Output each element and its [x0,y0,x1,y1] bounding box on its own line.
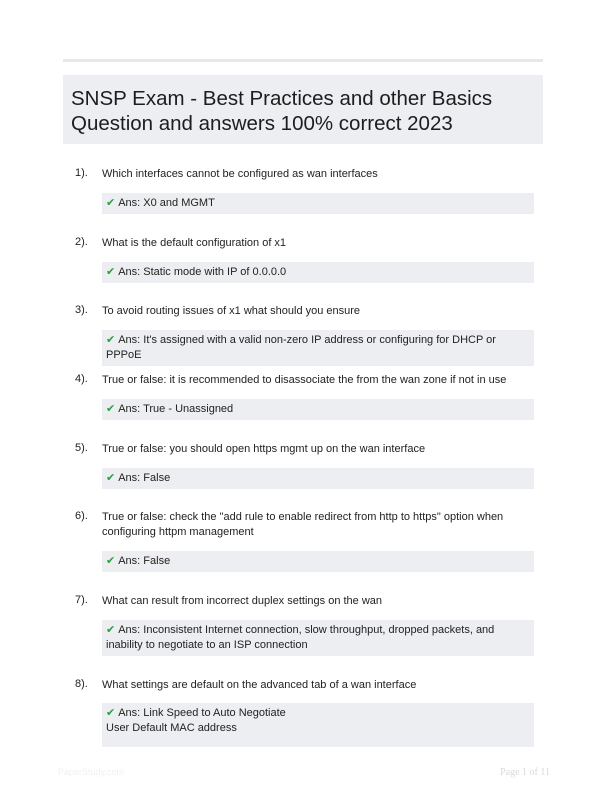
answer-box [102,262,534,283]
question-text: What can result from incorrect duplex settings on the wan [102,595,383,607]
answer-text: Ans: Link Speed to Auto Negotiate [118,707,286,719]
checkmark-icon: ✔ [106,707,116,719]
answer-text: Ans: X0 and MGMT [118,197,215,209]
question-number: 6). [75,510,88,522]
answer-box [102,330,534,366]
answer-box [102,468,534,489]
checkmark-icon: ✔ [106,472,116,484]
answer-text-line-2: User Default MAC address [106,722,237,734]
checkmark-icon: ✔ [106,403,116,415]
answer-text: Ans: Static mode with IP of 0.0.0.0 [118,266,287,278]
answer-text: Ans: False [118,555,171,567]
question-text: Which interfaces cannot be configured as wan interfaces [102,168,378,180]
checkmark-icon: ✔ [106,555,116,567]
question-number: 8). [75,678,88,690]
checkmark-icon: ✔ [106,197,116,209]
title-banner [63,75,543,144]
question-text: True or false: you should open https mgmt up on the wan interface [102,443,426,455]
question-text: True or false: check the "add rule to enable redirect from http to https" option when configuring httpm management [102,511,504,538]
answer-box [102,703,534,747]
question-number: 4). [75,373,88,385]
title-line-2: Question and answers 100% correct 2023 [71,112,453,135]
question-number: 5). [75,442,88,454]
checkmark-icon: ✔ [106,624,116,636]
answer-box [102,399,534,420]
answer-box [102,193,534,214]
top-divider [63,59,543,62]
answer-text: Ans: Inconsistent Internet connection, slow throughput, dropped packets, and inability to negotiate to an ISP connection [106,624,495,651]
answer-text: Ans: False [118,472,171,484]
question-text: What settings are default on the advanced tab of a wan interface [102,679,417,691]
question-number: 2). [75,236,88,248]
question-number: 1). [75,167,88,179]
title-line-1: SNSP Exam - Best Practices and other Basics [71,87,493,110]
question-text: To avoid routing issues of x1 what should you ensure [102,305,361,317]
page-number: Page 1 of 11 [500,767,550,778]
question-text: True or false: it is recommended to disassociate the from the wan zone if not in use [102,374,507,386]
answer-box [102,551,534,572]
document-title [71,86,492,136]
answer-box [102,620,534,656]
question-number: 3). [75,304,88,316]
answer-text: Ans: True - Unassigned [118,403,234,415]
answer-text: Ans: It's assigned with a valid non-zero IP address or configuring for DHCP or PPPoE [106,334,496,361]
question-number: 7). [75,594,88,606]
checkmark-icon: ✔ [106,266,116,278]
question-text: What is the default configuration of x1 [102,237,287,249]
footer-watermark: PaperStudy.com [58,767,124,777]
checkmark-icon: ✔ [106,334,116,346]
